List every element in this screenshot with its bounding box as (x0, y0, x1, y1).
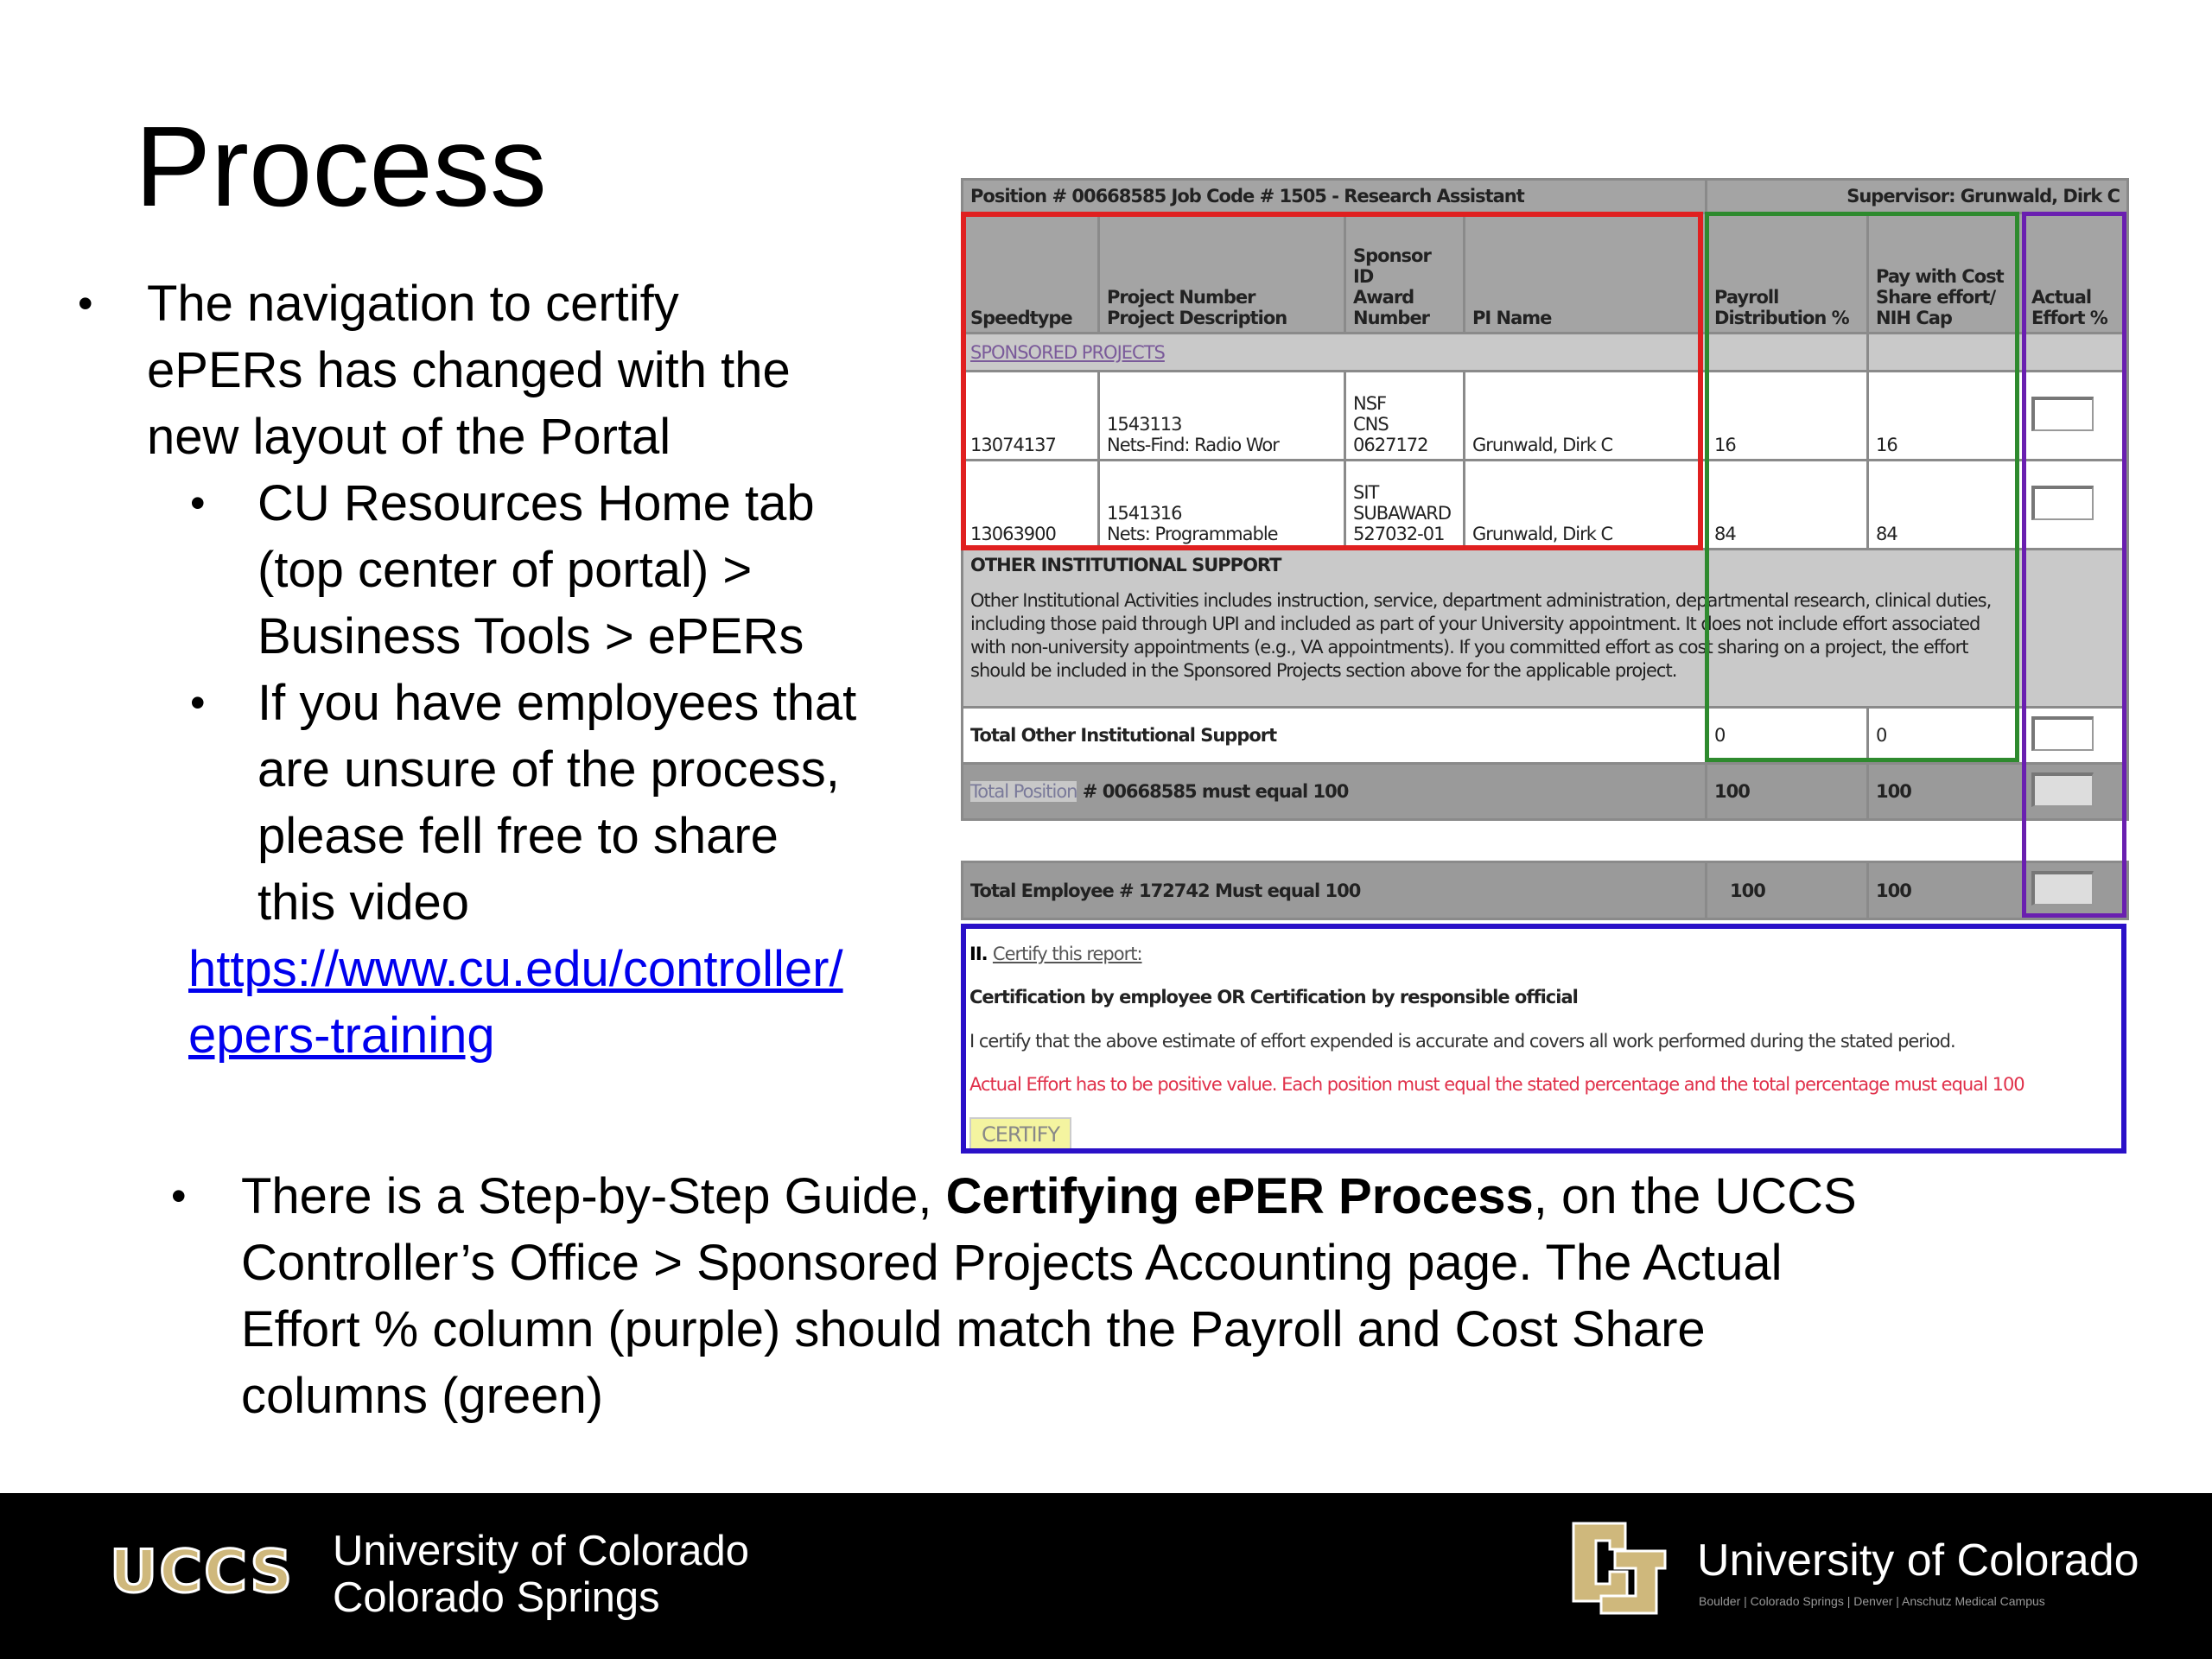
uccs-name: University of Colorado Colorado Springs (333, 1528, 750, 1621)
costshare-total: 100 (1868, 862, 2024, 919)
cu-campuses: Boulder | Colorado Springs | Denver | Anschutz Medical Campus (1699, 1594, 2045, 1608)
position-header: Position # 00668585 Job Code # 1505 - Research Assistant (963, 180, 1707, 213)
bullet-text: CU Resources Home tab (257, 475, 815, 531)
bullet-icon: • (190, 678, 206, 727)
total-employee-label: Total Employee # 172742 Must equal 100 (963, 862, 1707, 919)
bullet-text: (top center of portal) > (257, 542, 753, 598)
col-speedtype: Speedtype (963, 213, 1099, 334)
uccs-logo: UCCS (110, 1538, 295, 1606)
payroll-pct: 84 (1707, 461, 1868, 550)
project: 1543113 Nets-Find: Radio Wor (1099, 372, 1345, 461)
col-pi: PI Name (1465, 213, 1707, 334)
bullet-text: If you have employees that (257, 675, 857, 731)
total-other-label: Total Other Institutional Support (963, 708, 1707, 764)
certify-heading: Certification by employee OR Certification by responsible official (969, 987, 1578, 1007)
col-actual: Actual Effort % (2024, 213, 2128, 334)
bullet-text: new layout of the Portal (147, 409, 671, 465)
bullet-text: are unsure of the process, (257, 741, 840, 798)
speedtype: 13074137 (963, 372, 1099, 461)
slide-title: Process (135, 103, 547, 230)
sponsored-projects-link[interactable]: SPONSORED PROJECTS (970, 341, 1165, 363)
bullet-text: Controller’s Office > Sponsored Projects Accounting page. The Actual (241, 1235, 1783, 1291)
certify-warning: Actual Effort has to be positive value. Each position must equal the stated percentage and the total percentage must equal 100 (969, 1074, 2024, 1095)
certify-section (961, 924, 2126, 1154)
sponsor: NSF CNS 0627172 (1345, 372, 1465, 461)
other-support-section (963, 550, 2128, 708)
bullet-icon: • (171, 1172, 187, 1220)
bullet-text: Effort % column (purple) should match the Payroll and Cost Share (241, 1301, 1706, 1357)
total-position-label: Total Position # 00668585 must equal 100 (963, 764, 1707, 820)
eper-table (961, 178, 2129, 920)
supervisor-header: Supervisor: Grunwald, Dirk C (1707, 180, 2128, 213)
bullet-icon: • (78, 279, 93, 327)
col-payroll: Payroll Distribution % (1707, 213, 1868, 334)
certify-report-link[interactable]: Certify this report: (992, 944, 1142, 964)
payroll-pct: 16 (1707, 372, 1868, 461)
payroll-total: 100 (1707, 764, 1868, 820)
training-link[interactable]: epers-training (188, 1007, 495, 1064)
actual-effort-input[interactable] (2031, 397, 2094, 431)
other-support-text: should be included in the Sponsored Projects section above for the applicable project. (970, 660, 1677, 681)
costshare-pct: 0 (1868, 708, 2024, 764)
certify-button[interactable]: CERTIFY (969, 1117, 1071, 1152)
table-row (963, 461, 2128, 550)
cu-logo-icon (1567, 1516, 1672, 1624)
certify-statement: I certify that the above estimate of effort expended is accurate and covers all work performed during the stated period. (969, 1031, 1955, 1052)
actual-effort-input[interactable] (2031, 486, 2094, 520)
text: , on the UCCS (1533, 1168, 1857, 1224)
footer (0, 1493, 2212, 1659)
payroll-total: 100 (1707, 862, 1868, 919)
actual-effort-total (2031, 871, 2094, 906)
bullet-text: columns (green) (241, 1368, 604, 1424)
table-row (963, 372, 2128, 461)
total-position-link[interactable]: Total Position (970, 781, 1077, 802)
other-support-text: including those paid through UPI and included as part of your University appointment. It does not include effort associated (970, 613, 1980, 634)
text: There is a Step-by-Step Guide, (241, 1168, 946, 1224)
col-project: Project Number Project Description (1099, 213, 1345, 334)
bullet-text: ePERs has changed with the (147, 342, 791, 398)
bullet-text: this video (257, 874, 470, 931)
other-support-text: with non-university appointments (e.g., VA appointments). If you committed effort as cost sharing on a project, the effort (970, 637, 1968, 658)
training-link[interactable]: https://www.cu.edu/controller/ (188, 941, 843, 997)
other-support-text: Other Institutional Activities includes instruction, service, department administration, departmental research, clinical duties, (970, 590, 1992, 611)
guide-title: Certifying ePER Process (945, 1168, 1534, 1224)
bullet-text: please fell free to share (257, 808, 779, 864)
payroll-pct: 0 (1707, 708, 1868, 764)
project: 1541316 Nets: Programmable (1099, 461, 1345, 550)
bullet-icon: • (190, 479, 206, 527)
actual-effort-input[interactable] (2031, 716, 2094, 751)
other-support-title: OTHER INSTITUTIONAL SUPPORT (970, 555, 1281, 575)
bullet-text: Business Tools > ePERs (257, 608, 804, 664)
col-sponsor: Sponsor ID Award Number (1345, 213, 1465, 334)
speedtype: 13063900 (963, 461, 1099, 550)
sponsor: SIT SUBAWARD 527032-01 (1345, 461, 1465, 550)
cu-name: University of Colorado (1697, 1535, 2139, 1586)
actual-effort-total (2031, 772, 2094, 807)
pi-name: Grunwald, Dirk C (1465, 461, 1707, 550)
bullet-text: The navigation to certify (147, 276, 679, 332)
section-number: II. (969, 944, 993, 964)
bullet-text (241, 1163, 1857, 1230)
col-costshare: Pay with Cost Share effort/ NIH Cap (1868, 213, 2024, 334)
costshare-pct: 16 (1868, 372, 2024, 461)
costshare-total: 100 (1868, 764, 2024, 820)
pi-name: Grunwald, Dirk C (1465, 372, 1707, 461)
costshare-pct: 84 (1868, 461, 2024, 550)
